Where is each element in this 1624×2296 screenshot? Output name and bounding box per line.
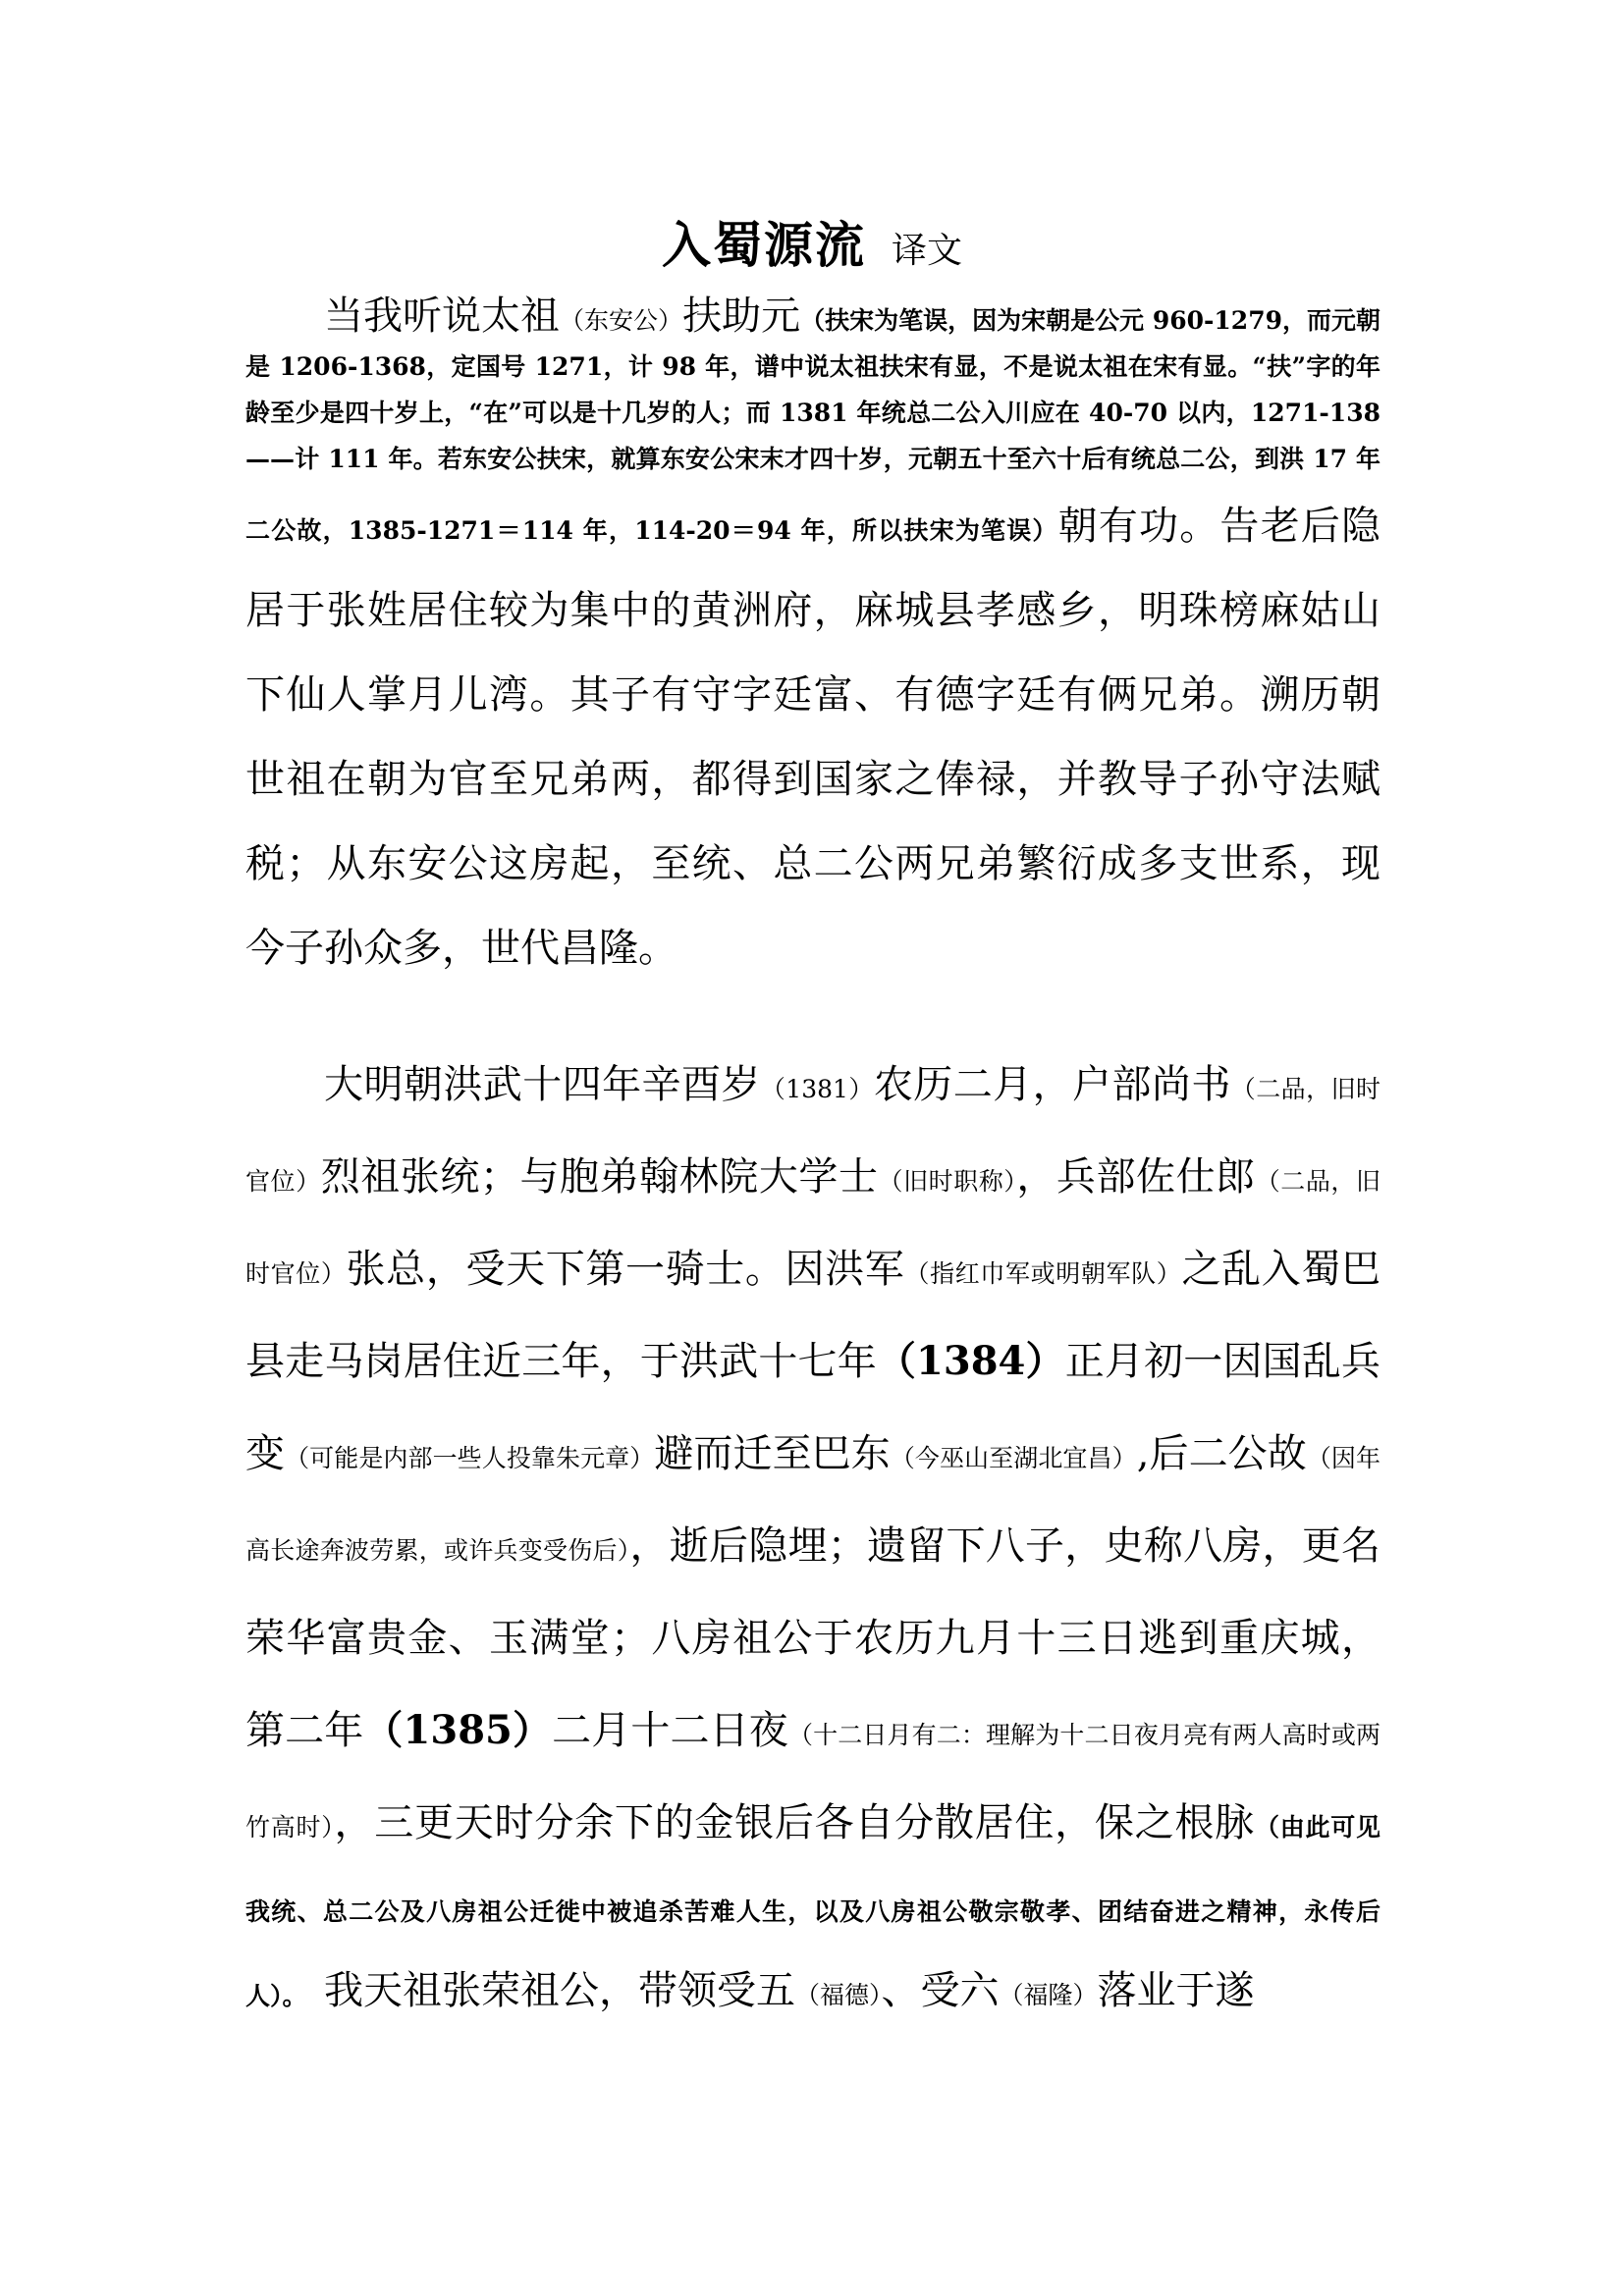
- p3-text: 落业于遂: [1097, 1968, 1255, 2013]
- p3-text: 、受六: [881, 1968, 1000, 2013]
- page-title: [0, 206, 1624, 277]
- p2-text: ，兵部佐仕郎: [1016, 1154, 1256, 1200]
- title-main: 入蜀源流: [661, 216, 866, 274]
- p2-text: 避而迁至巴东: [654, 1431, 891, 1476]
- p2-text: 烈祖张统；与胞弟翰林院大学士: [320, 1154, 879, 1200]
- p1-mid1: 扶助元: [682, 294, 801, 339]
- p1-lead: 当我听说太祖: [324, 294, 561, 339]
- p2-text: ,后二公故: [1136, 1431, 1307, 1476]
- p2-text: 之乱入蜀巴县走马岗居住近三年，于洪武十七年: [245, 1247, 1380, 1384]
- p2-note: （因年高长途奔波劳累，或许兵变受伤后）: [245, 1444, 1380, 1565]
- p2-note: （旧时职称）: [878, 1167, 1017, 1196]
- p2-text: 张总，受天下第一骑士。因洪军: [346, 1247, 905, 1292]
- p1-note1: （东安公）: [560, 306, 683, 335]
- p2-text: 农历二月，户部尚书: [873, 1062, 1231, 1107]
- p3-note: （福德）: [795, 1981, 882, 2009]
- p2-note: （指红巾军或明朝军队）: [904, 1259, 1182, 1288]
- p2-note: （今巫山至湖北宜昌）: [890, 1444, 1137, 1472]
- p2-note: （二品，旧时官位）: [245, 1075, 1381, 1196]
- p2-text: ，逝后隐埋；遗留下八子，史称八房，更名荣华富贵金、玉满堂；八房祖公于农历九月十三日逃到重庆城，第二年: [245, 1523, 1380, 1753]
- p2-text: 二月十二日夜: [552, 1708, 788, 1753]
- p2-note: （二品，旧时官位）: [245, 1167, 1380, 1288]
- p1-rest: 朝有功。告老后隐居于张姓居住较为集中的黄洲府，麻城县孝感乡，明珠榜麻姑山下仙人掌月儿湾。其子有守字廷富、有德字廷有俩兄弟。溯历朝世祖在朝为官至兄弟两，都得到国家之俸禄，并教导子孙守法赋税；从东安公这房起，至统、总二公两兄弟繁衍成多支世系，现今子孙众多，世代昌隆。: [245, 504, 1380, 971]
- p2-note-long: （由此可见我统、总二公及八房祖公迁徙中被追杀苦难人生，以及八房祖公敬宗敬孝、团结奋进之精神，永传后人）。: [245, 1813, 1380, 2010]
- p2-year: （1384）: [876, 1338, 1065, 1384]
- p2-note: （1381）: [760, 1075, 874, 1103]
- p2-note: （十二日月有二：理解为十二日夜月亮有两人高时或两竹高时）: [245, 1721, 1381, 1842]
- p2-note: （可能是内部一些人投靠朱元章）: [285, 1444, 655, 1472]
- p3-note: （福隆）: [999, 1981, 1098, 2009]
- p2-text: 大明朝洪武十四年辛酉岁: [324, 1062, 761, 1107]
- title-sub: 译文: [891, 231, 962, 271]
- p2-text: ，三更天时分余下的金银后各自分散居住，保之根脉: [334, 1800, 1255, 1845]
- p2-year: （1385）: [363, 1707, 553, 1753]
- paragraph-2: [245, 1042, 1380, 2042]
- p3-text: 我天祖张荣祖公，带领受五: [324, 1968, 795, 2013]
- paragraph-3: [245, 1949, 1380, 2041]
- paragraph-1: [245, 294, 1380, 990]
- p2-text: 正月初一因国乱兵变: [245, 1339, 1381, 1476]
- p1-note2: （扶宋为笔误，因为宋朝是公元 960-1279，而元朝是 1206-1368，定国号 1271，计 98 年，谱中说太祖扶宋有显，不是说太祖在宋有显。“扶”字的年龄至少是四十岁上，“在”可以是十几岁的人；而 1381 年统总二公入川应在 40-70 以内，1271-138——计 111 年。若东安公扶宋，就算东安公宋末才四十岁，元朝五十至六十后有统总二公，到洪 17 年二公故，1385-1271＝114 年，114-20＝94 年，所以扶宋为笔误）: [245, 306, 1380, 545]
